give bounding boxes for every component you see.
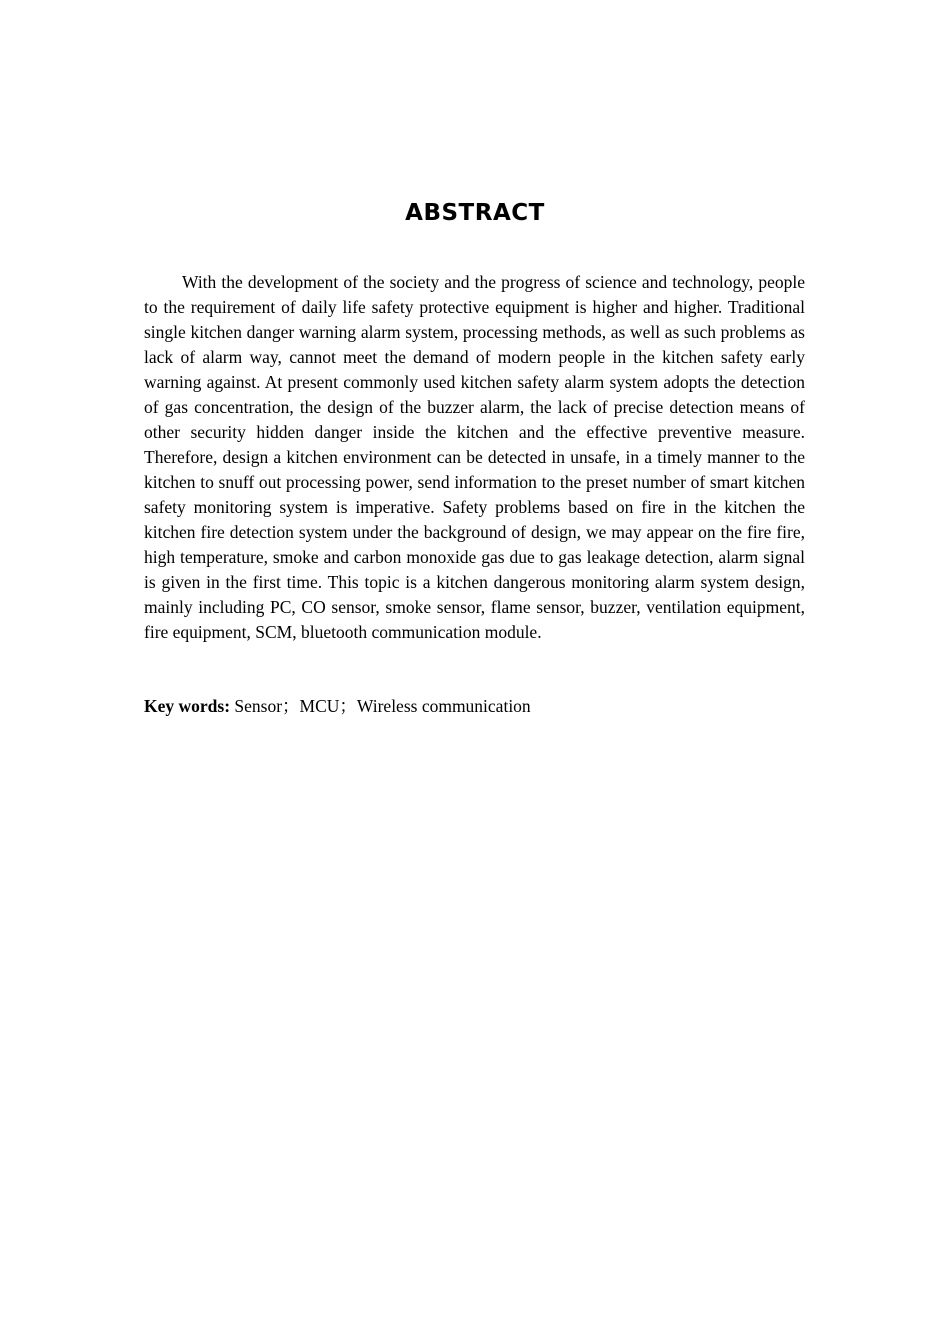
keywords-label: Key words: [144, 696, 231, 716]
page-title: ABSTRACT [405, 200, 545, 226]
abstract-paragraph: With the development of the society and the progress of science and technology, people to the requirement of daily life safety protective equipment is higher and higher. Traditional single kitchen danger warning alarm system, processing methods, as well as such problems as lack of alarm way, cannot meet the demand of modern people in the kitchen safety early warning against. At present commonly used kitchen safety alarm system adopts the detection of gas concentration, the design of the buzzer alarm, the lack of precise detection means of other security hidden danger inside the kitchen and the effective preventive measure. Therefore, design a kitchen environment can be detected in unsafe, in a timely manner to the kitchen to snuff out processing power, send information to the preset number of smart kitchen safety monitoring system is imperative. Safety problems based on fire in the kitchen the kitchen fire detection system under the background of design, we may appear on the fire fire, high temperature, smoke and carbon monoxide gas due to gas leakage detection, alarm signal is given in the first time. This topic is a kitchen dangerous monitoring alarm system design, mainly including PC, CO sensor, smoke sensor, flame sensor, buzzer, ventilation equipment, fire equipment, SCM, bluetooth communication module. [144, 272, 805, 642]
keywords-value: Sensor；MCU；Wireless communication [230, 696, 531, 716]
keywords-line [144, 694, 805, 719]
